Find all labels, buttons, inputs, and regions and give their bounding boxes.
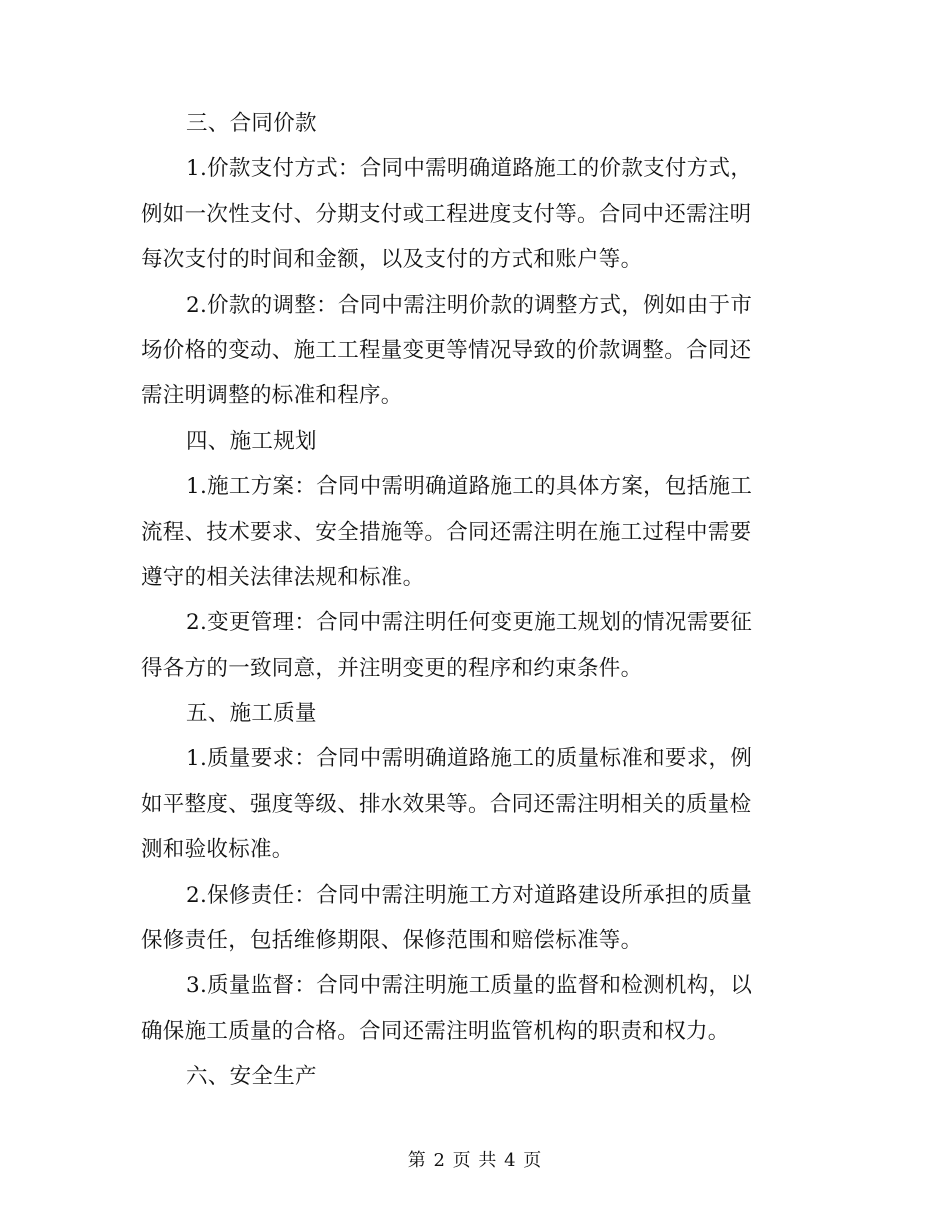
text-line: 三、合同价款 xyxy=(186,111,317,136)
text-line: 1.价款支付方式：合同中需明确道路施工的价款支付方式， xyxy=(186,156,753,182)
text-line: 1.施工方案：合同中需明确道路施工的具体方案，包括施工 xyxy=(186,474,753,500)
text-line: 需注明调整的标准和程序。 xyxy=(141,383,403,409)
document-body xyxy=(141,101,801,1100)
text-line: 五、施工质量 xyxy=(186,701,317,727)
text-line: 得各方的一致同意，并注明变更的程序和约束条件。 xyxy=(141,655,643,681)
page-footer: 第 2 页 共 4 页 xyxy=(407,1150,543,1171)
text-line: 四、施工规划 xyxy=(186,428,317,454)
text-line: 每次支付的时间和金额，以及支付的方式和账户等。 xyxy=(141,247,643,273)
text-line: 3.质量监督：合同中需注明施工质量的监督和检测机构，以 xyxy=(186,973,753,999)
text-line: 2.价款的调整：合同中需注明价款的调整方式，例如由于市 xyxy=(186,292,753,318)
text-line: 遵守的相关法律法规和标准。 xyxy=(141,564,425,590)
text-line: 测和验收标准。 xyxy=(141,837,294,863)
text-line: 六、安全生产 xyxy=(186,1064,317,1090)
text-line: 如平整度、强度等级、排水效果等。合同还需注明相关的质量检 xyxy=(141,791,752,817)
text-line: 1.质量要求：合同中需明确道路施工的质量标准和要求，例 xyxy=(186,746,753,772)
text-line: 流程、技术要求、安全措施等。合同还需注明在施工过程中需要 xyxy=(141,519,752,545)
text-line: 确保施工质量的合格。合同还需注明监管机构的职责和权力。 xyxy=(141,1018,730,1044)
text-line: 保修责任，包括维修期限、保修范围和赔偿标准等。 xyxy=(141,928,643,954)
text-line: 例如一次性支付、分期支付或工程进度支付等。合同中还需注明 xyxy=(141,201,752,227)
text-line: 2.变更管理：合同中需注明任何变更施工规划的情况需要征 xyxy=(186,610,753,636)
text-line: 场价格的变动、施工工程量变更等情况导致的价款调整。合同还 xyxy=(141,337,752,363)
text-line: 2.保修责任：合同中需注明施工方对道路建设所承担的质量 xyxy=(186,882,753,908)
